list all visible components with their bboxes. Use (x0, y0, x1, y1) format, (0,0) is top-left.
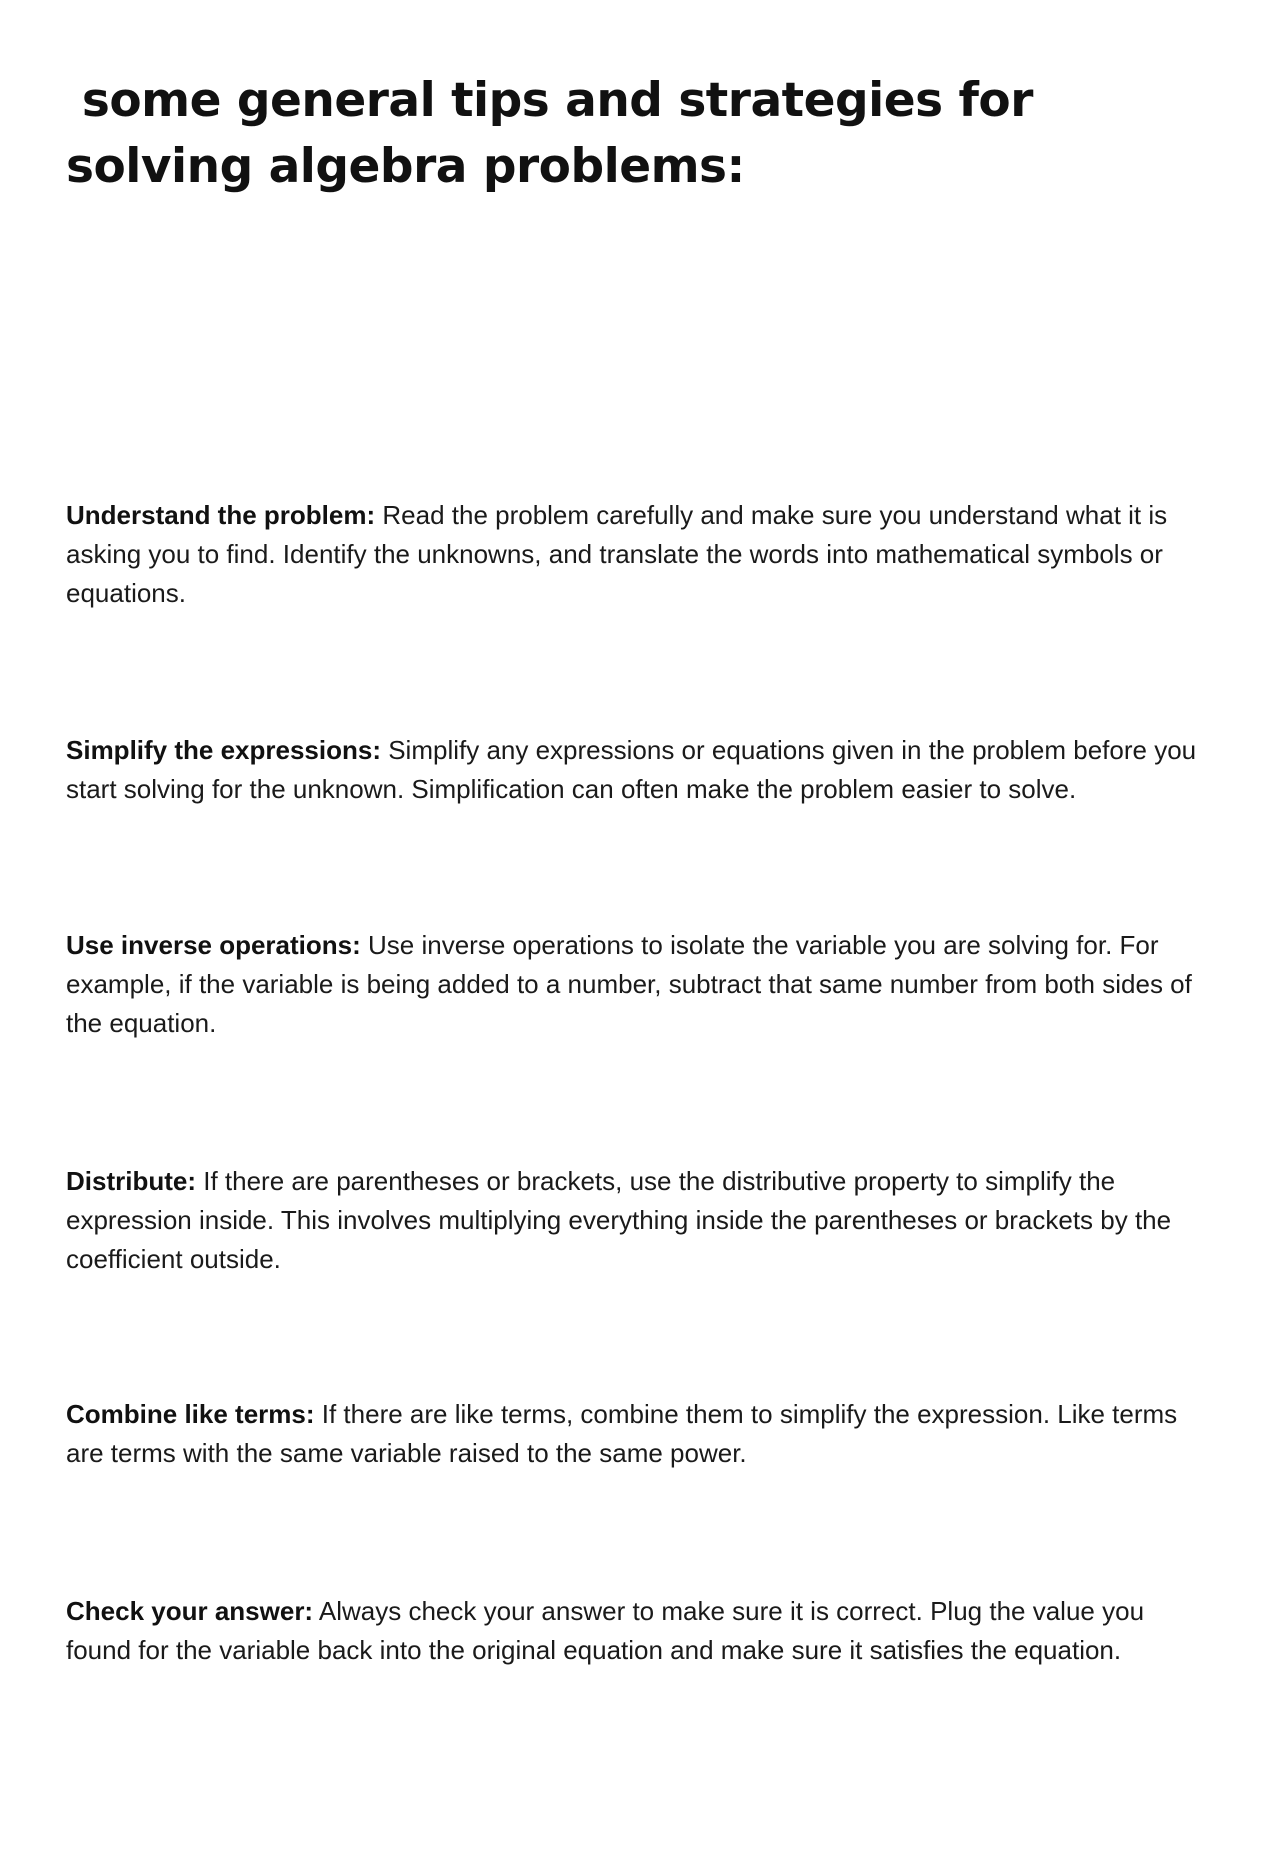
tip-check-answer (66, 1592, 1216, 1670)
tip-text: Simplify any expressions or equations given in the problem before you start solving for the unknown. Simplification can often make the problem easier to solve. (66, 735, 1197, 804)
tip-label: Combine like terms: (66, 1399, 315, 1429)
tip-understand-problem (66, 496, 1216, 613)
tip-text: Use inverse operations to isolate the variable you are solving for. For example, if the variable is being added to a number, subtract that same number from both sides of the equation. (66, 930, 1192, 1038)
page-title: some general tips and strategies for solving algebra problems: (66, 73, 1049, 194)
tip-text: If there are like terms, combine them to simplify the expression. Like terms are terms with the same variable raised to the same power. (66, 1399, 1178, 1468)
tip-combine-like-terms (66, 1395, 1216, 1473)
tip-text: If there are parentheses or brackets, use the distributive property to simplify the expression inside. This involves multiplying everything inside the parentheses or brackets by the coefficient outside. (66, 1166, 1172, 1274)
tip-simplify-expressions (66, 731, 1216, 809)
tip-text: Read the problem carefully and make sure you understand what it is asking you to find. Identify the unknowns, and translate the words into mathematical symbols or equations. (66, 500, 1168, 608)
tip-distribute (66, 1162, 1216, 1279)
tip-label: Distribute: (66, 1166, 196, 1196)
tip-inverse-operations (66, 926, 1216, 1043)
tip-label: Understand the problem: (66, 500, 376, 530)
tip-label: Check your answer: (66, 1596, 314, 1626)
tip-text: Always check your answer to make sure it is correct. Plug the value you found for the variable back into the original equation and make sure it satisfies the equation. (66, 1596, 1145, 1665)
tip-label: Use inverse operations: (66, 930, 361, 960)
tip-label: Simplify the expressions: (66, 735, 381, 765)
